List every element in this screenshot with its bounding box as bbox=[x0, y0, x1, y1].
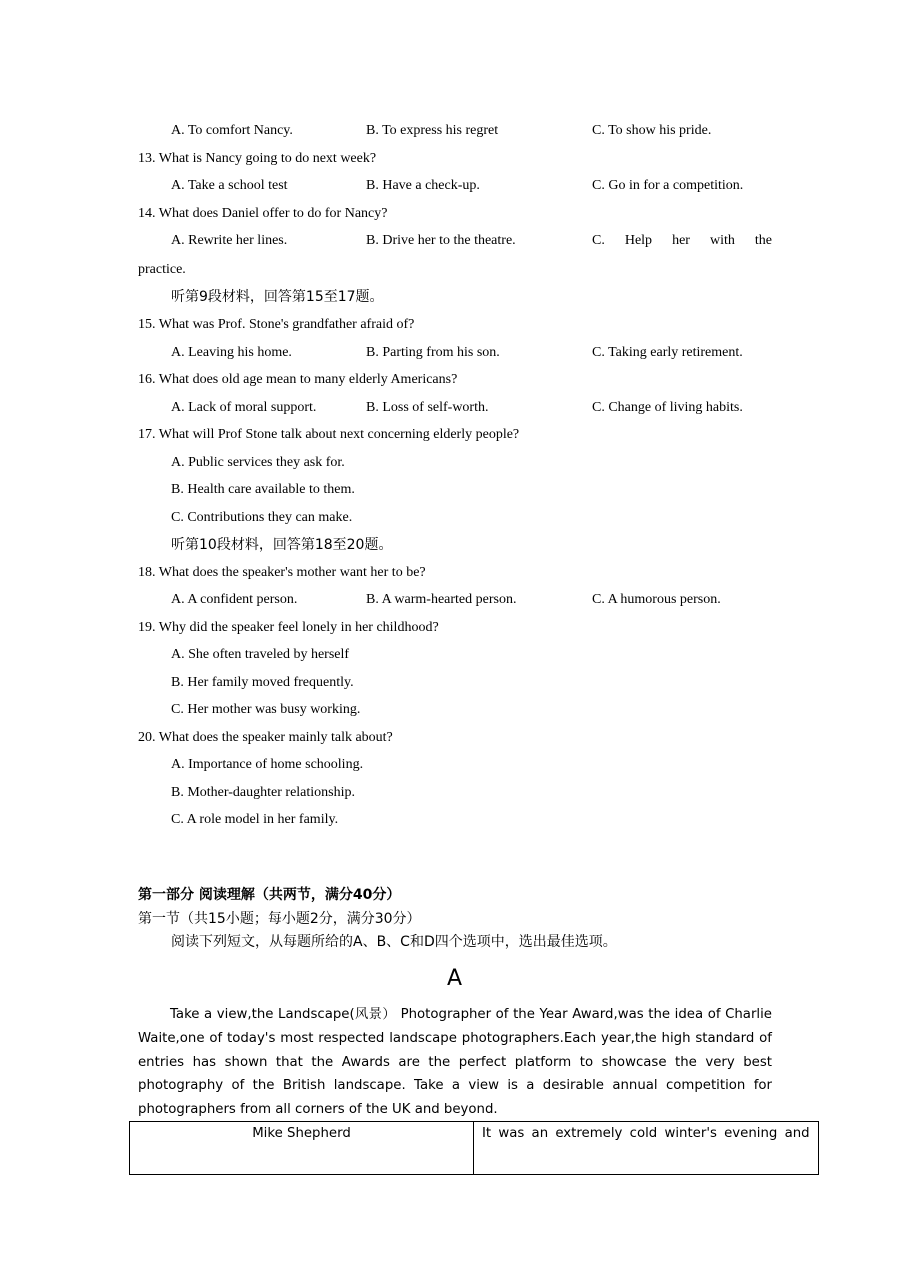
q18-option-c: C. A humorous person. bbox=[592, 592, 721, 607]
q14-option-c-word: her bbox=[672, 233, 690, 248]
q19-stem: 19. Why did the speaker feel lonely in her childhood? bbox=[138, 620, 439, 635]
q13-option-a: A. Take a school test bbox=[171, 178, 288, 193]
q14-option-b: B. Drive her to the theatre. bbox=[366, 233, 516, 248]
q17-option-b: B. Health care available to them. bbox=[171, 482, 355, 497]
q15-option-c: C. Taking early retirement. bbox=[592, 345, 743, 360]
q18-option-b: B. A warm-hearted person. bbox=[366, 592, 517, 607]
q16-option-c: C. Change of living habits. bbox=[592, 400, 743, 415]
q17-option-c: C. Contributions they can make. bbox=[171, 510, 353, 525]
q14-option-c-word: with bbox=[709, 233, 735, 248]
q17-stem: 17. What will Prof Stone talk about next concerning elderly people? bbox=[138, 427, 520, 442]
table-cell-description: It was an extremely cold winter's evening and bbox=[474, 1122, 819, 1175]
q14-option-c-word: the bbox=[754, 233, 772, 248]
q15-option-a: A. Leaving his home. bbox=[171, 345, 292, 360]
q14-option-a: A. Rewrite her lines. bbox=[171, 233, 288, 248]
q20-stem: 20. What does the speaker mainly talk about? bbox=[138, 730, 393, 745]
q14-option-c-wrap: practice. bbox=[138, 262, 186, 277]
q12-option-b: B. To express his regret bbox=[366, 123, 499, 138]
q15-stem: 15. What was Prof. Stone's grandfather afraid of? bbox=[138, 317, 415, 332]
q15-option-b: B. Parting from his son. bbox=[366, 345, 500, 360]
q16-stem: 16. What does old age mean to many elderly Americans? bbox=[138, 372, 458, 387]
q14-option-c-word: Help bbox=[624, 233, 653, 248]
q20-option-a: A. Importance of home schooling. bbox=[171, 757, 364, 772]
q16-option-a: A. Lack of moral support. bbox=[171, 400, 317, 415]
q17-option-a: A. Public services they ask for. bbox=[171, 455, 345, 470]
q14-option-c bbox=[592, 232, 772, 250]
table-row bbox=[130, 1122, 819, 1175]
q19-option-a: A. She often traveled by herself bbox=[171, 647, 350, 662]
section-10-instruction: 听第10段材料，回答第18至20题。 bbox=[171, 537, 393, 553]
q20-option-b: B. Mother-daughter relationship. bbox=[171, 785, 356, 800]
part-title: 第一部分 阅读理解（共两节，满分40分） bbox=[138, 887, 401, 903]
q20-option-c: C. A role model in her family. bbox=[171, 812, 339, 827]
q12-option-c: C. To show his pride. bbox=[592, 123, 712, 138]
reading-instruction: 阅读下列短文，从每题所给的A、B、C和D四个选项中，选出最佳选项。 bbox=[171, 934, 617, 950]
q18-option-a: A. A confident person. bbox=[171, 592, 298, 607]
q19-option-c: C. Her mother was busy working. bbox=[171, 702, 361, 717]
q13-option-b: B. Have a check-up. bbox=[366, 178, 480, 193]
q14-option-c-word: C. bbox=[592, 233, 605, 248]
q12-option-a: A. To comfort Nancy. bbox=[171, 123, 293, 138]
q18-stem: 18. What does the speaker's mother want her to be? bbox=[138, 565, 426, 580]
q13-option-c: C. Go in for a competition. bbox=[592, 178, 744, 193]
q13-stem: 13. What is Nancy going to do next week? bbox=[138, 151, 377, 166]
passage-text: Take a view,the Landscape(风景） Photographer of the Year Award,was the idea of Charlie Waite,one of today's most respected landscape photographers.Each year,the high standard of entries has shown that the Awards are the perfect platform to showcase the very best photography of the British landscape. Take a view is a desirable annual competition for photographers from all corners of the UK and beyond. bbox=[138, 1007, 772, 1118]
q16-option-b: B. Loss of self-worth. bbox=[366, 400, 489, 415]
section-9-instruction: 听第9段材料，回答第15至17题。 bbox=[171, 289, 384, 305]
q14-stem: 14. What does Daniel offer to do for Nancy? bbox=[138, 206, 388, 221]
photographer-table bbox=[129, 1121, 819, 1175]
q19-option-b: B. Her family moved frequently. bbox=[171, 675, 354, 690]
section-1-heading: 第一节（共15小题；每小题2分，满分30分） bbox=[138, 911, 421, 927]
table-cell-name: Mike Shepherd bbox=[130, 1122, 474, 1175]
passage-letter: A bbox=[446, 966, 463, 991]
